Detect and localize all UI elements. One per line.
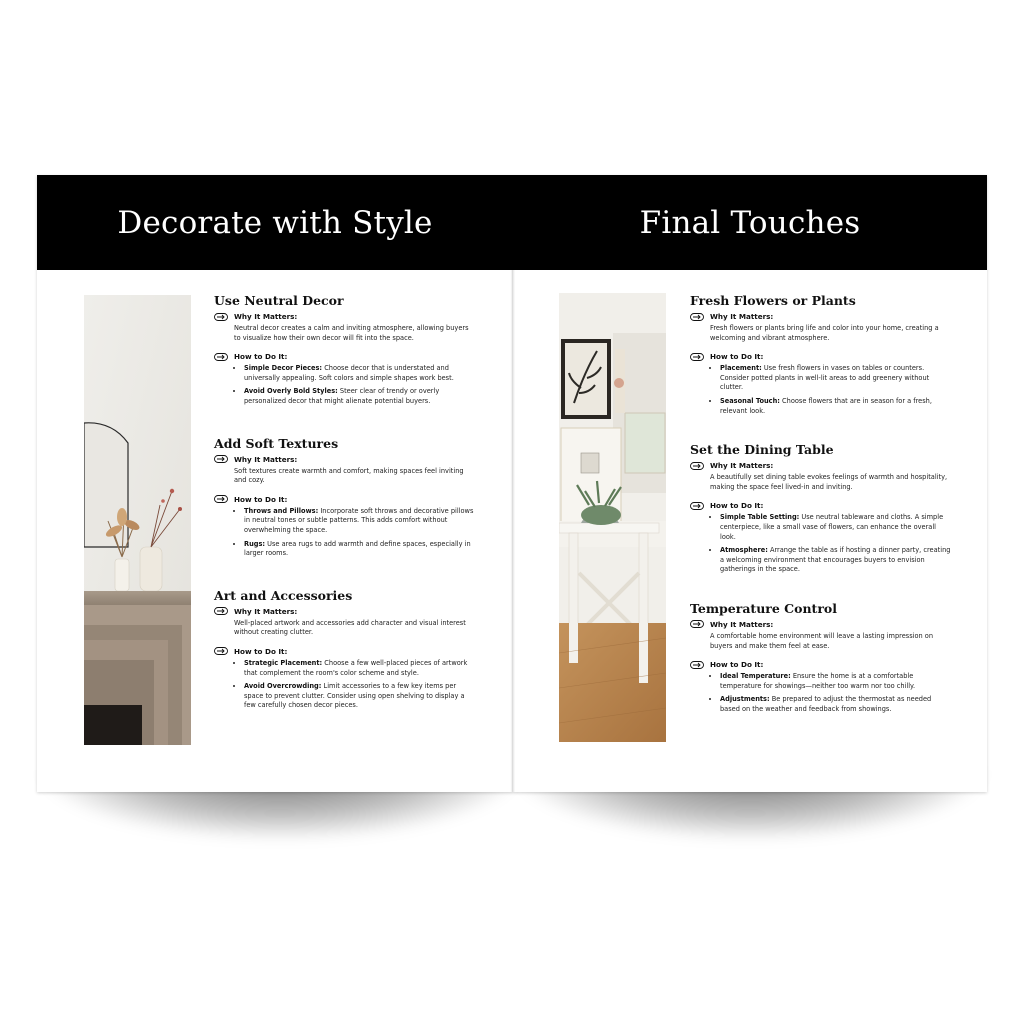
how-row xyxy=(690,660,952,669)
list-item: • Simple Decor Pieces: Choose decor that is understated and universally appealing. Soft colors and simple shapes work best. xyxy=(244,364,476,383)
list-item: • Seasonal Touch: Choose flowers that are in season for a fresh, relevant look. xyxy=(720,397,952,416)
why-label: Why It Matters: xyxy=(710,461,774,471)
fireplace-photo xyxy=(84,295,191,745)
right-page-title: Final Touches xyxy=(639,204,861,241)
how-list xyxy=(236,364,476,406)
left-page-content xyxy=(214,293,476,715)
section-use-neutral-decor xyxy=(214,293,476,407)
how-label: How to Do It: xyxy=(710,660,764,670)
list-item: • Avoid Overcrowding: Limit accessories to a few key items per space to prevent clutter. Consider using open shelving to display a few carefully chosen decor pieces. xyxy=(244,682,476,711)
how-row xyxy=(214,495,476,504)
how-list xyxy=(712,672,952,714)
how-list xyxy=(712,364,952,416)
right-page-banner xyxy=(513,175,987,270)
why-row xyxy=(690,312,952,321)
why-text: A beautifully set dining table evokes feelings of warmth and hospitality, making the space feel lived-in and inviting. xyxy=(710,473,948,491)
how-list xyxy=(236,507,476,559)
why-label: Why It Matters: xyxy=(710,619,774,629)
list-item: • Avoid Overly Bold Styles: Steer clear of trendy or overly personalized decor that might alienate potential buyers. xyxy=(244,387,476,406)
arrow-right-icon xyxy=(214,607,228,615)
list-item: • Ideal Temperature: Ensure the home is at a comfortable temperature for showings—neither too warm nor too chilly. xyxy=(720,672,952,691)
why-label: Why It Matters: xyxy=(234,606,298,616)
why-label: Why It Matters: xyxy=(234,454,298,464)
list-item: • Simple Table Setting: Use neutral tableware and cloths. A simple centerpiece, like a small vase of flowers, can enhance the overall look. xyxy=(720,513,952,542)
right-page xyxy=(513,175,987,792)
book-spine xyxy=(511,175,515,792)
arrow-right-icon xyxy=(690,661,704,669)
list-item: • Strategic Placement: Choose a few well-placed pieces of artwork that complement the room's color scheme and style. xyxy=(244,659,476,678)
entry-table-photo xyxy=(559,293,666,742)
arrow-right-icon xyxy=(690,620,704,628)
left-page-title: Decorate with Style xyxy=(117,204,433,241)
section-title: Set the Dining Table xyxy=(690,442,834,458)
how-row xyxy=(690,501,952,510)
section-temperature-control xyxy=(690,601,952,715)
section-title: Fresh Flowers or Plants xyxy=(690,293,856,308)
why-row xyxy=(214,455,476,464)
why-text: Neutral decor creates a calm and inviting atmosphere, allowing buyers to visualize how their own decor will fit into the space. xyxy=(234,324,469,342)
list-item: • Throws and Pillows: Incorporate soft throws and decorative pillows in neutral tones or subtle patterns. This adds comfort without overwhelming the space. xyxy=(244,507,476,536)
how-label: How to Do It: xyxy=(234,646,288,656)
why-label: Why It Matters: xyxy=(234,312,298,321)
arrow-right-icon xyxy=(214,495,228,503)
right-page-content xyxy=(690,293,952,718)
how-row xyxy=(214,647,476,656)
list-item: • Placement: Use fresh flowers in vases on tables or counters. Consider potted plants in well-lit areas to add greenery without clutter. xyxy=(720,364,952,393)
arrow-right-icon xyxy=(214,455,228,463)
why-row xyxy=(214,312,476,321)
arrow-right-icon xyxy=(214,353,228,361)
section-set-dining-table xyxy=(690,442,952,575)
arrow-right-icon xyxy=(214,313,228,321)
section-title: Art and Accessories xyxy=(214,587,353,603)
left-page-banner xyxy=(37,175,513,270)
why-text: Well-placed artwork and accessories add character and visual interest without creating clutter. xyxy=(234,618,466,637)
how-row xyxy=(690,352,952,361)
how-label: How to Do It: xyxy=(710,352,764,362)
how-list xyxy=(236,659,476,711)
arrow-right-icon xyxy=(214,647,228,655)
why-text: Soft textures create warmth and comfort, making spaces feel inviting and cozy. xyxy=(234,466,464,485)
why-text: A comfortable home environment will leave a lasting impression on buyers and make them feel at ease. xyxy=(710,631,934,650)
section-title: Use Neutral Decor xyxy=(214,293,344,308)
why-text: Fresh flowers or plants bring life and color into your home, creating a welcoming and vibrant atmosphere. xyxy=(710,324,939,342)
section-title: Add Soft Textures xyxy=(214,435,339,451)
section-add-soft-textures xyxy=(214,436,476,559)
list-item: • Atmosphere: Arrange the table as if hosting a dinner party, creating a welcoming environment that encourages buyers to envision gatherings in the space. xyxy=(720,546,952,575)
why-row xyxy=(214,607,476,616)
arrow-right-icon xyxy=(690,462,704,470)
why-row xyxy=(690,461,952,470)
how-label: How to Do It: xyxy=(710,501,764,511)
section-fresh-flowers xyxy=(690,293,952,416)
arrow-right-icon xyxy=(690,502,704,510)
left-page xyxy=(37,175,513,792)
how-label: How to Do It: xyxy=(234,494,288,504)
section-art-and-accessories xyxy=(214,588,476,711)
why-label: Why It Matters: xyxy=(710,312,774,321)
section-title: Temperature Control xyxy=(690,600,837,616)
how-list xyxy=(712,513,952,575)
arrow-right-icon xyxy=(690,353,704,361)
how-label: How to Do It: xyxy=(234,352,288,362)
why-row xyxy=(690,620,952,629)
how-row xyxy=(214,352,476,361)
list-item: • Rugs: Use area rugs to add warmth and define spaces, especially in larger rooms. xyxy=(244,540,476,559)
list-item: • Adjustments: Be prepared to adjust the thermostat as needed based on the weather and feedback from showings. xyxy=(720,695,952,714)
arrow-right-icon xyxy=(690,313,704,321)
